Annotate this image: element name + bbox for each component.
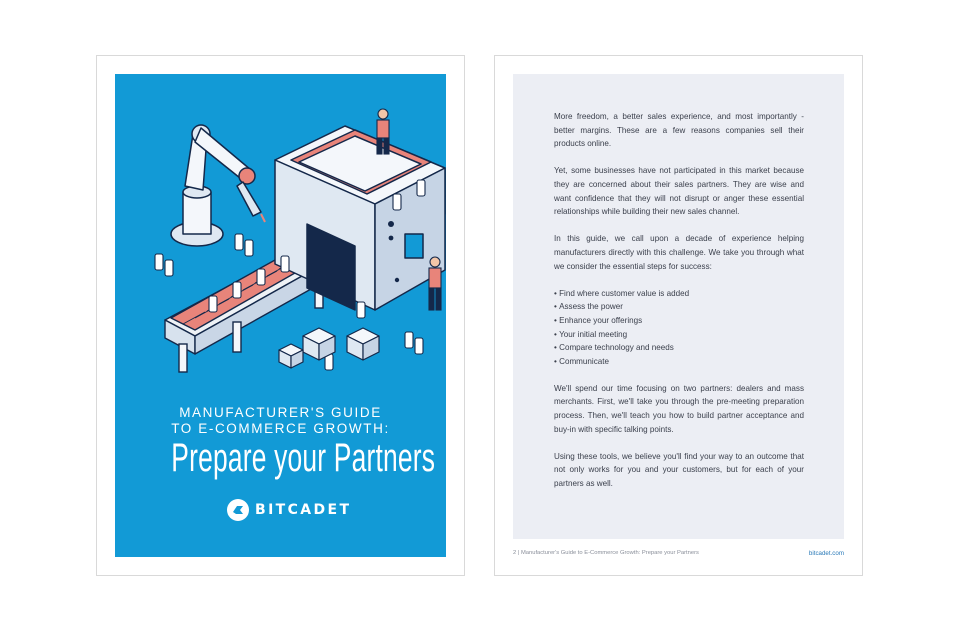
- article-body: [554, 110, 804, 504]
- cover-page: [96, 55, 465, 576]
- list-item: • Communicate: [554, 355, 804, 369]
- page-footer-label: 2 | Manufacturer's Guide to E-Commerce Growth: Prepare your Partners: [513, 550, 699, 556]
- paragraph: We'll spend our time focusing on two partners: dealers and mass merchants. First, we'll take you through the pre-meeting preparation process. Then, we'll teach you how to build partner acceptance and buy-in with specific talking points.: [554, 383, 804, 434]
- list-item: • Compare technology and needs: [554, 341, 804, 355]
- text-panel: [513, 74, 844, 539]
- steps-list: [554, 287, 804, 369]
- list-item: • Assess the power: [554, 300, 804, 314]
- paragraph: Yet, some businesses have not participated in this market because they are concerned about their sales partners. They are wise and want confidence that they will not disrupt or anger these essential relationships while building their new sales channel.: [554, 166, 804, 217]
- content-page: [494, 55, 863, 576]
- logo-text: BITCADET: [255, 502, 352, 518]
- footer-site-link[interactable]: bitcadet.com: [808, 550, 844, 557]
- list-item: • Find where customer value is added: [554, 287, 804, 301]
- list-item: • Enhance your offerings: [554, 314, 804, 328]
- cover-panel: [115, 74, 446, 557]
- paragraph: In this guide, we call upon a decade of experience helping manufacturers directly with this challenge. We take you through what we consider the essential steps for success:: [554, 234, 804, 271]
- list-item: • Your initial meeting: [554, 328, 804, 342]
- paragraph: Using these tools, we believe you'll find your way to an outcome that not only works for you and your customers, but for each of your partners as well.: [554, 451, 804, 489]
- factory-conveyor-illustration: [115, 74, 446, 394]
- bitcadet-logo: [227, 498, 351, 522]
- paragraph: More freedom, a better sales experience, and most importantly - better margins. These are a few reasons companies sell their products online.: [554, 112, 804, 149]
- cover-subtitle-line2: TO E-COMMERCE GROWTH:: [171, 421, 390, 436]
- cover-subtitle-line1: MANUFACTURER'S GUIDE: [179, 405, 382, 420]
- cover-title: Prepare your Partners: [171, 436, 436, 480]
- bitcadet-logo-icon: [227, 499, 249, 521]
